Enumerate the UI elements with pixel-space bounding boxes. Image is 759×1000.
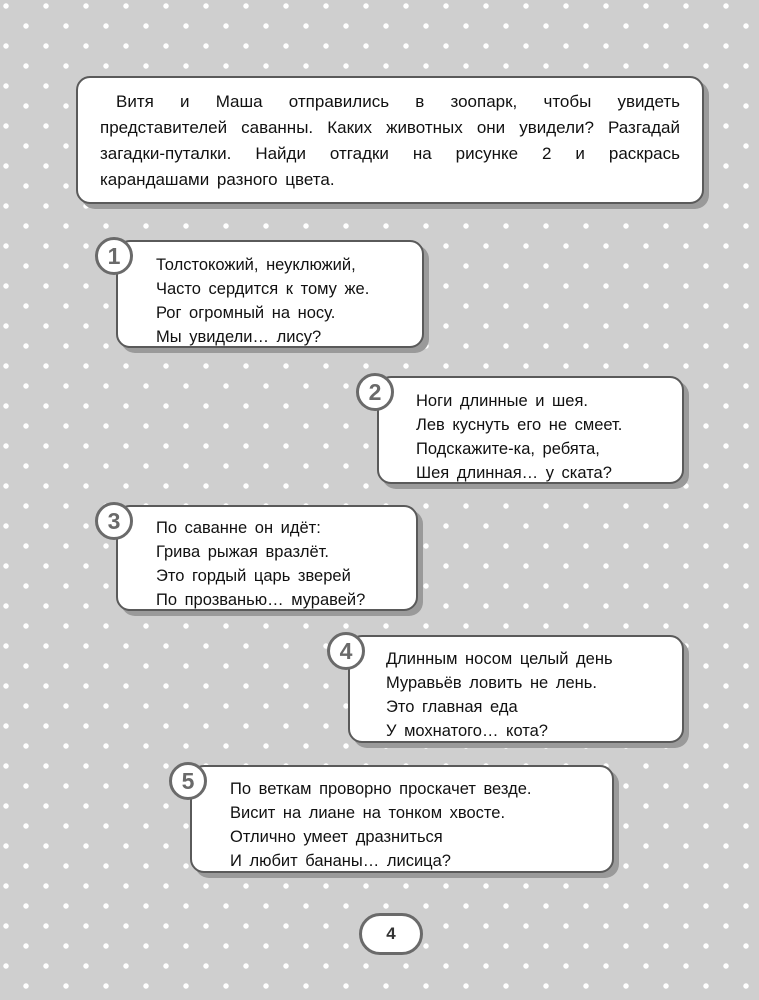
riddle-line: Подскажите-ка, ребята, <box>416 440 600 458</box>
riddle-line: У мохнатого… кота? <box>386 722 548 740</box>
riddle-line: Мы увидели… лису? <box>156 328 322 346</box>
intro-paragraph: Витя и Маша отправились в зоопарк, чтобы увидеть представителей саванны. Каких животных они увидели? Разгадай загадки-путалки. Найди отгадки на рисунке 2 и раскрась карандашами разного цвета. <box>100 92 680 189</box>
riddle-line: Грива рыжая вразлёт. <box>156 543 329 561</box>
riddle-number-badge: 5 <box>169 762 207 800</box>
riddle-line: Часто сердится к тому же. <box>156 280 370 298</box>
riddle-box <box>377 376 684 484</box>
riddle-line: Муравьёв ловить не лень. <box>386 674 597 692</box>
riddle-line: Это гордый царь зверей <box>156 567 351 585</box>
intro-text-box <box>76 76 704 204</box>
riddle-line: Отлично умеет дразниться <box>230 828 443 846</box>
riddle-line: По прозванью… муравей? <box>156 591 366 609</box>
riddle-box <box>190 765 614 873</box>
riddle-line: Длинным носом целый день <box>386 650 613 668</box>
riddle-line: По саванне он идёт: <box>156 519 321 537</box>
riddle-line: Шея длинная… у ската? <box>416 464 612 482</box>
riddle-line: И любит бананы… лисица? <box>230 852 451 870</box>
riddle-line: Рог огромный на носу. <box>156 304 336 322</box>
riddle-line: По веткам проворно проскачет везде. <box>230 780 532 798</box>
riddle-number-badge: 1 <box>95 237 133 275</box>
riddle-box <box>116 505 418 611</box>
riddle-number-badge: 3 <box>95 502 133 540</box>
riddle-line: Это главная еда <box>386 698 518 716</box>
riddle-line: Ноги длинные и шея. <box>416 392 588 410</box>
riddle-number-badge: 4 <box>327 632 365 670</box>
riddle-line: Висит на лиане на тонком хвосте. <box>230 804 506 822</box>
riddle-line: Толстокожий, неуклюжий, <box>156 256 356 274</box>
riddle-box <box>116 240 424 348</box>
riddle-line: Лев куснуть его не смеет. <box>416 416 623 434</box>
riddle-number-badge: 2 <box>356 373 394 411</box>
page-number: 4 <box>359 913 423 955</box>
riddle-box <box>348 635 684 743</box>
